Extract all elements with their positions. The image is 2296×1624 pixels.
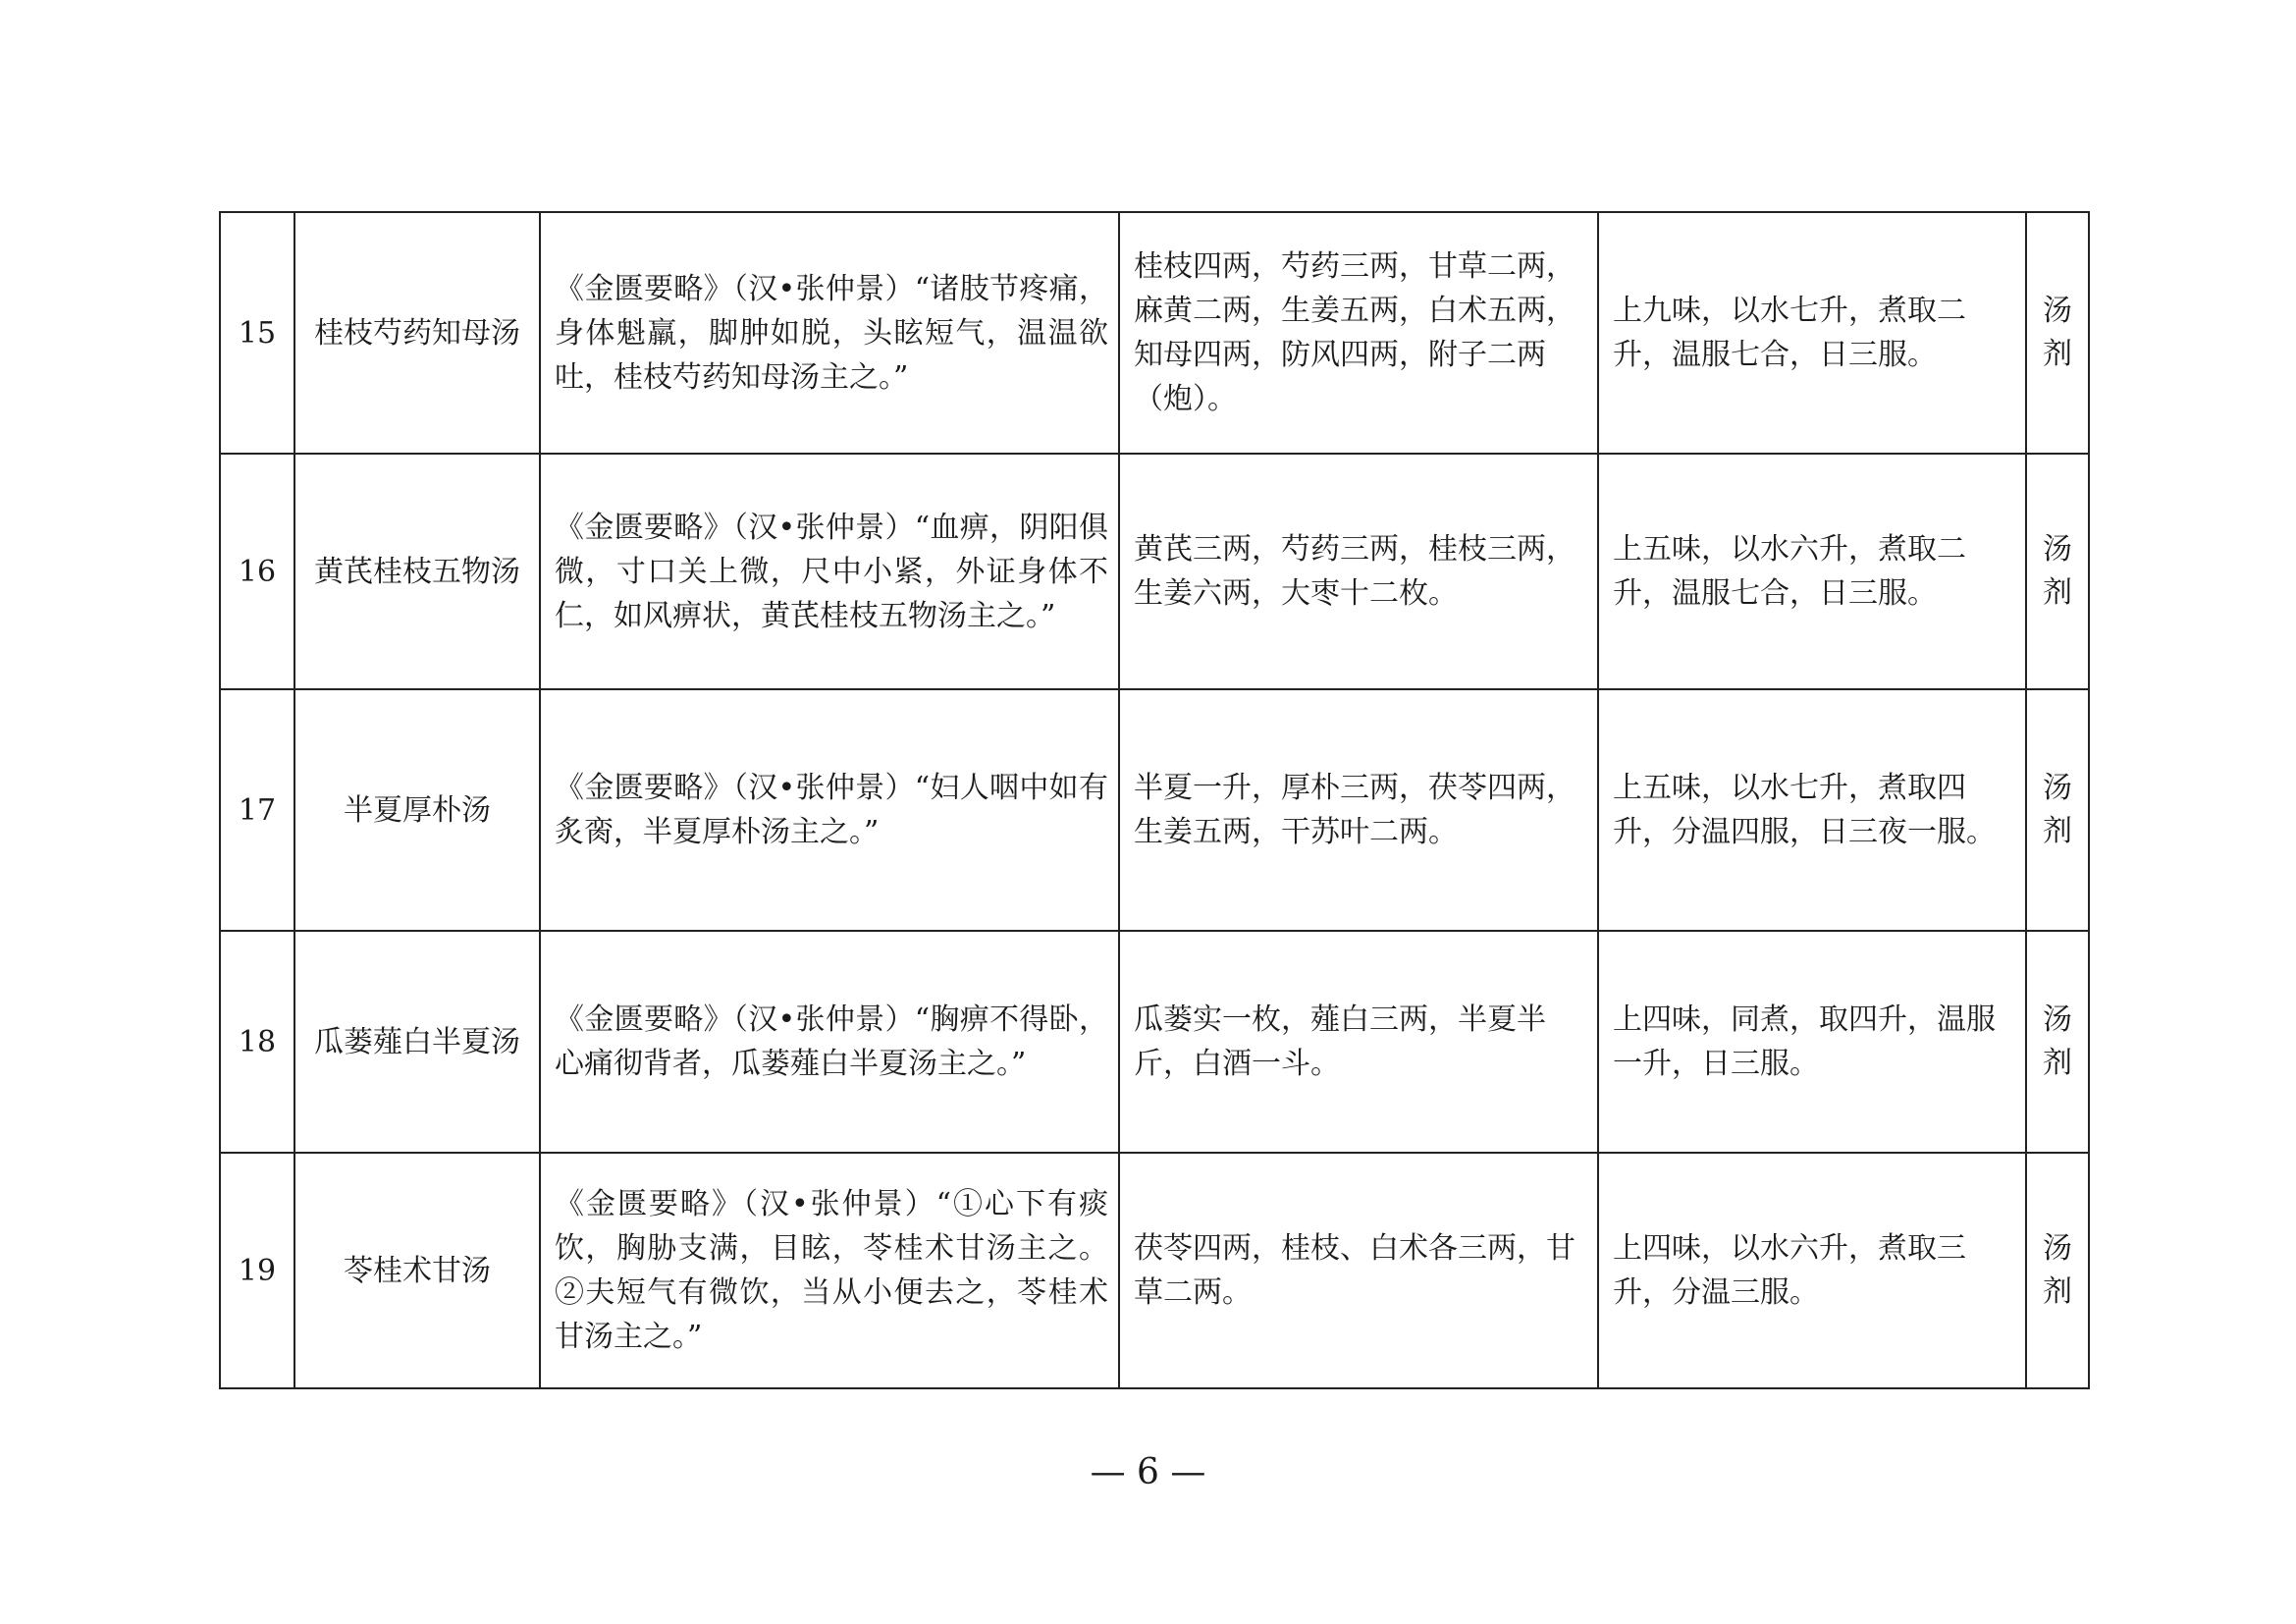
- dosage-form-cell: [2026, 454, 2089, 689]
- row-number: 18: [220, 931, 294, 1153]
- dosage-form-cell: [2026, 1153, 2089, 1388]
- prescription-name: 桂枝芍药知母汤: [294, 212, 540, 454]
- prescription-name: 黄芪桂枝五物汤: [294, 454, 540, 689]
- row-number: 19: [220, 1153, 294, 1388]
- preparation-method: 上五味，以水六升，煮取二升，温服七合，日三服。: [1598, 454, 2026, 689]
- row-number: 16: [220, 454, 294, 689]
- dosage-form-cell: [2026, 931, 2089, 1153]
- source-quote: 《金匮要略》（汉•张仲景）“血痹，阴阳俱微，寸口关上微，尺中小紧，外证身体不仁，如风痹状，黄芪桂枝五物汤主之。”: [540, 454, 1119, 689]
- dosage-form: 汤剂: [2043, 532, 2072, 610]
- source-quote: 《金匮要略》（汉•张仲景）“胸痹不得卧，心痛彻背者，瓜蒌薤白半夏汤主之。”: [540, 931, 1119, 1153]
- table-row: [220, 454, 2089, 689]
- prescription-name: 半夏厚朴汤: [294, 689, 540, 931]
- table-row: [220, 931, 2089, 1153]
- prescription-table: [219, 211, 2090, 1389]
- preparation-method: 上五味，以水七升，煮取四升，分温四服，日三夜一服。: [1598, 689, 2026, 931]
- prescription-name: 苓桂术甘汤: [294, 1153, 540, 1388]
- prescription-name: 瓜蒌薤白半夏汤: [294, 931, 540, 1153]
- composition: 半夏一升，厚朴三两，茯苓四两，生姜五两，干苏叶二两。: [1119, 689, 1598, 931]
- dosage-form: 汤剂: [2043, 294, 2072, 371]
- row-number: 17: [220, 689, 294, 931]
- composition: 桂枝四两，芍药三两，甘草二两，麻黄二两，生姜五两，白术五两，知母四两，防风四两，附子二两（炮）。: [1119, 212, 1598, 454]
- source-quote: 《金匮要略》（汉•张仲景）“妇人咽中如有炙脔，半夏厚朴汤主之。”: [540, 689, 1119, 931]
- table-row: [220, 212, 2089, 454]
- preparation-method: 上四味，以水六升，煮取三升，分温三服。: [1598, 1153, 2026, 1388]
- dosage-form: 汤剂: [2043, 771, 2072, 848]
- row-number: 15: [220, 212, 294, 454]
- dosage-form: 汤剂: [2043, 1231, 2072, 1309]
- table-row: [220, 1153, 2089, 1388]
- source-quote: 《金匮要略》（汉•张仲景）“①心下有痰饮，胸胁支满，目眩，苓桂术甘汤主之。②夫短气有微饮，当从小便去之，苓桂术甘汤主之。”: [540, 1153, 1119, 1388]
- page-number: — 6 —: [1090, 1452, 1206, 1492]
- dosage-form-cell: [2026, 212, 2089, 454]
- preparation-method: 上九味，以水七升，煮取二升，温服七合，日三服。: [1598, 212, 2026, 454]
- source-quote: 《金匮要略》（汉•张仲景）“诸肢节疼痛，身体魁羸，脚肿如脱，头眩短气，温温欲吐，桂枝芍药知母汤主之。”: [540, 212, 1119, 454]
- dosage-form: 汤剂: [2043, 1002, 2072, 1080]
- preparation-method: 上四味，同煮，取四升，温服一升，日三服。: [1598, 931, 2026, 1153]
- table-row: [220, 689, 2089, 931]
- composition: 黄芪三两，芍药三两，桂枝三两，生姜六两，大枣十二枚。: [1119, 454, 1598, 689]
- composition: 茯苓四两，桂枝、白术各三两，甘草二两。: [1119, 1153, 1598, 1388]
- dosage-form-cell: [2026, 689, 2089, 931]
- composition: 瓜蒌实一枚，薤白三两，半夏半斤，白酒一斗。: [1119, 931, 1598, 1153]
